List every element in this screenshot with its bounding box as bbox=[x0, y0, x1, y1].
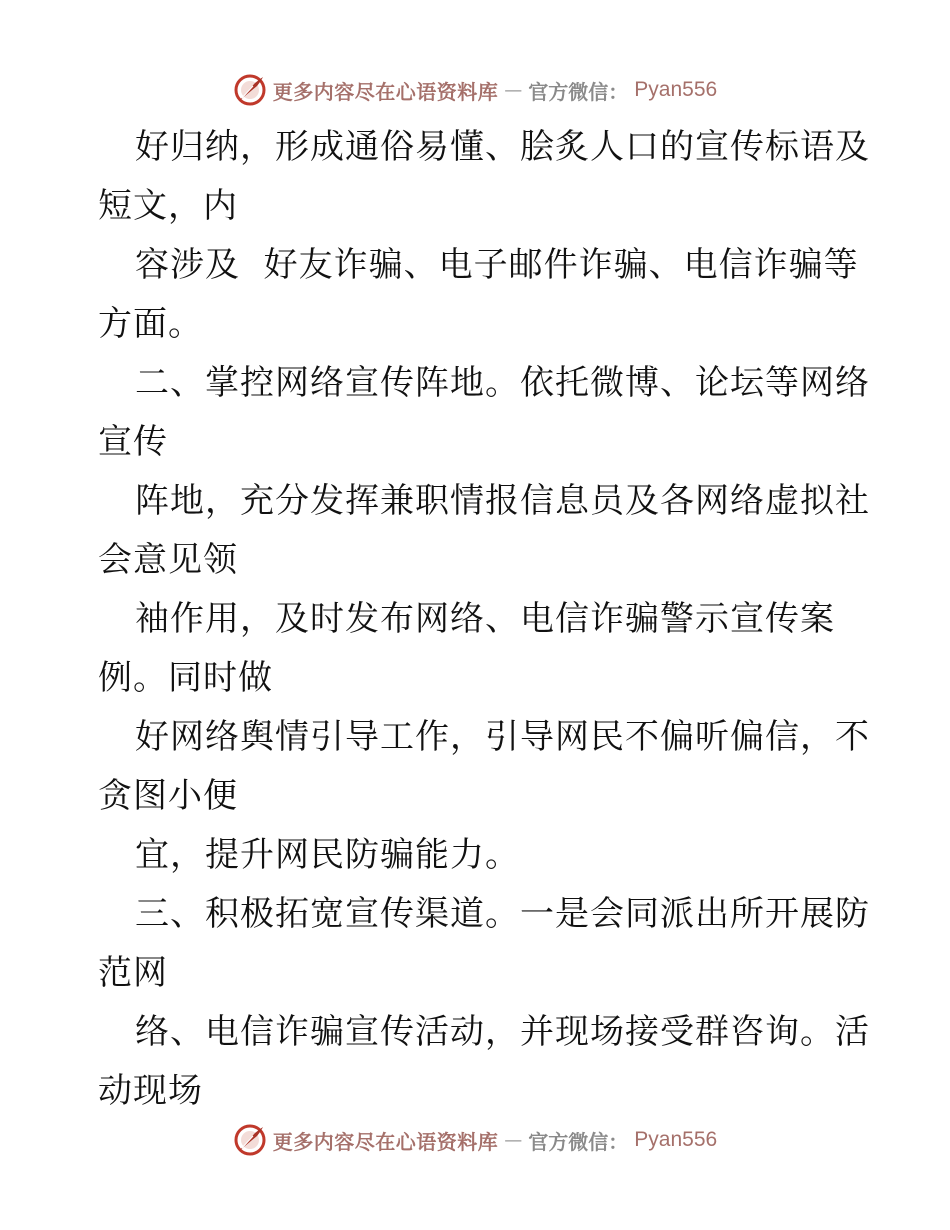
text-line: 例。同时做 bbox=[98, 658, 273, 698]
header-separator: — bbox=[504, 79, 523, 101]
footer-wechat-label: 官方微信： bbox=[528, 1129, 629, 1154]
text-line: 宜，提升网民防骗能力。 bbox=[135, 835, 520, 875]
text-line: 短文，内 bbox=[98, 186, 238, 226]
text-line: 会意见领 bbox=[98, 540, 238, 580]
text-line: 络、电信诈骗宣传活动，并现场接受群咨询。活 bbox=[135, 1012, 870, 1052]
text-line: 容涉及 好友诈骗、电子邮件诈骗、电信诈骗等 bbox=[135, 245, 859, 285]
footer-banner bbox=[0, 1120, 950, 1160]
text-line: 好网络舆情引导工作，引导网民不偏听偏信，不 bbox=[135, 717, 870, 757]
header-brand-text: 更多内容尽在心语资料库 bbox=[272, 79, 499, 104]
header-banner bbox=[0, 70, 950, 110]
footer-banner-content[interactable] bbox=[233, 1123, 717, 1157]
text-line: 二、掌控网络宣传阵地。依托微博、论坛等网络 bbox=[135, 363, 870, 403]
header-wechat-id: Pyan556 bbox=[634, 78, 718, 101]
header-banner-content[interactable] bbox=[233, 73, 717, 107]
footer-wechat-id: Pyan556 bbox=[634, 1128, 718, 1151]
footer-separator: — bbox=[504, 1129, 523, 1151]
text-line: 阵地，充分发挥兼职情报信息员及各网络虚拟社 bbox=[135, 481, 870, 521]
text-line: 动现场 bbox=[98, 1071, 203, 1111]
header-wechat-label: 官方微信： bbox=[528, 79, 629, 104]
text-line: 贪图小便 bbox=[98, 776, 238, 816]
quill-pen-logo-icon bbox=[233, 73, 267, 107]
document-body bbox=[98, 118, 868, 1121]
text-line: 袖作用，及时发布网络、电信诈骗警示宣传案 bbox=[135, 599, 835, 639]
footer-brand-text: 更多内容尽在心语资料库 bbox=[272, 1129, 499, 1154]
quill-pen-logo-icon bbox=[233, 1123, 267, 1157]
text-line: 好归纳，形成通俗易懂、脍炙人口的宣传标语及 bbox=[135, 127, 870, 167]
text-line: 范网 bbox=[98, 953, 168, 993]
text-line: 三、积极拓宽宣传渠道。一是会同派出所开展防 bbox=[135, 894, 870, 934]
text-line: 宣传 bbox=[98, 422, 168, 462]
text-line: 方面。 bbox=[98, 304, 203, 344]
